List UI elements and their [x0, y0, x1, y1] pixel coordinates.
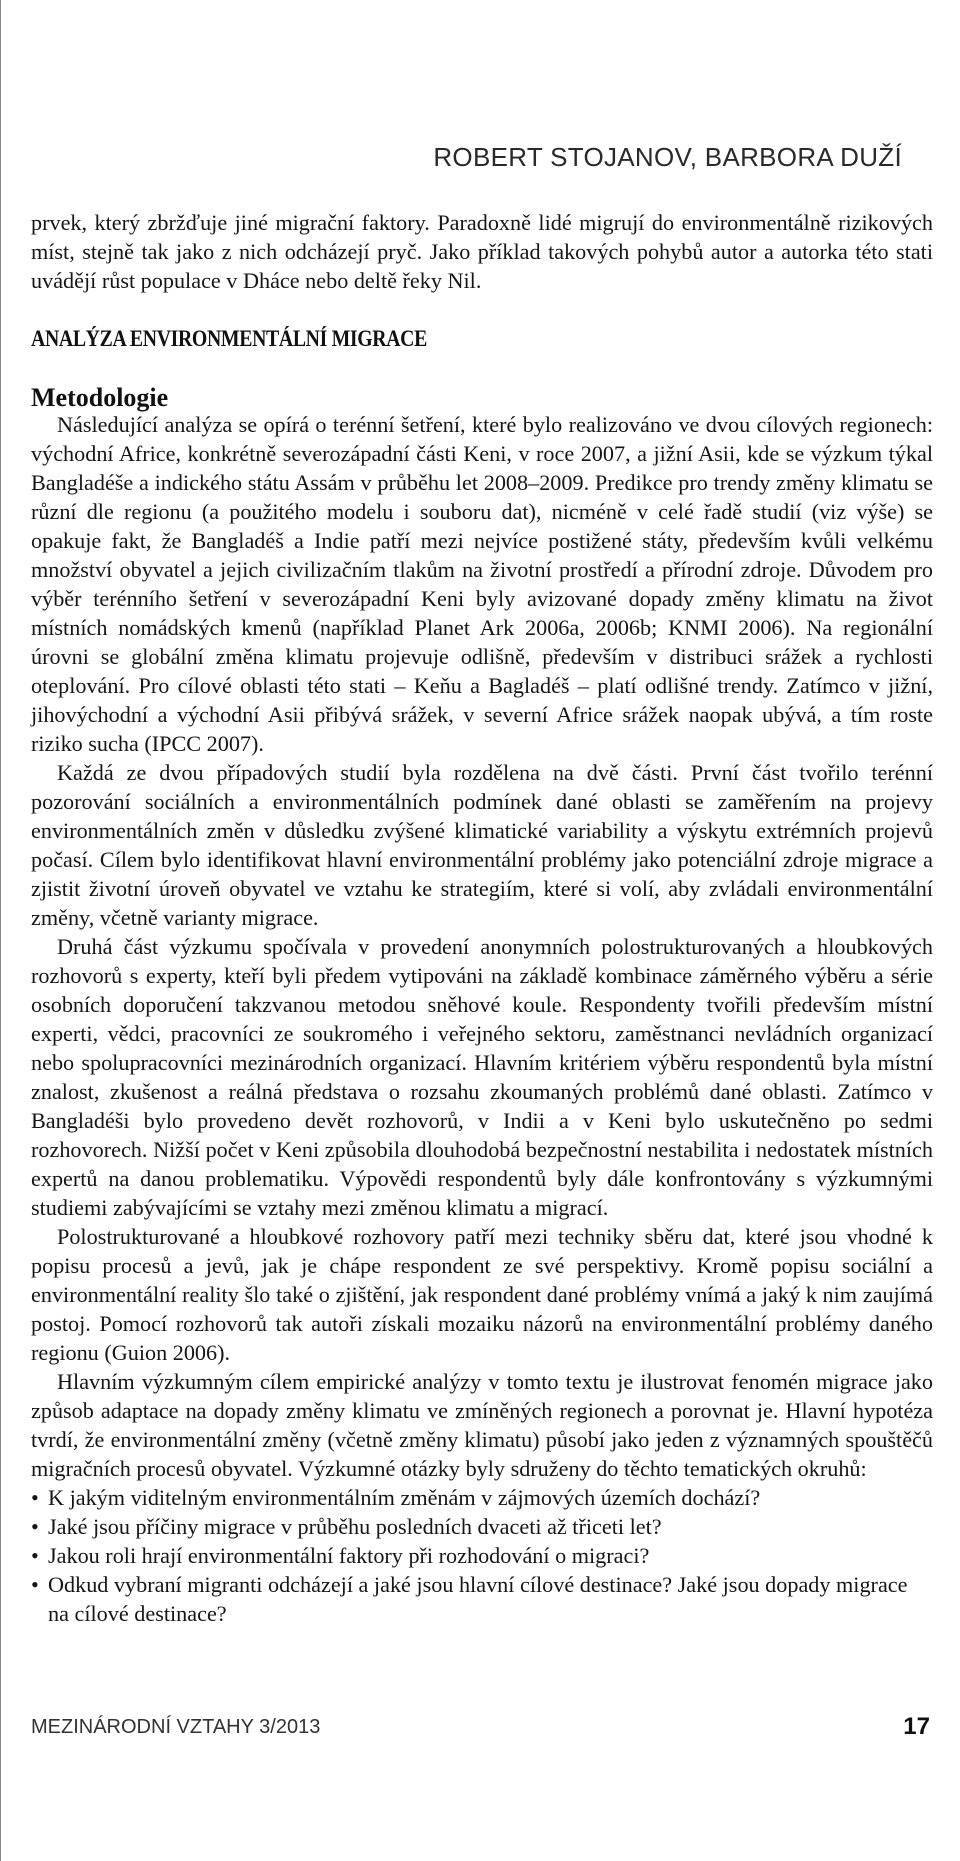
section-heading: ANALÝZA ENVIRONMENTÁLNÍ MIGRACE: [31, 326, 427, 351]
list-item: • K jakým viditelným environmentálním změnám v zájmových územích dochází?: [31, 1483, 933, 1512]
main-text-block: [31, 410, 933, 1628]
list-item: • Jaké jsou příčiny migrace v průběhu posledních dvaceti až třiceti let?: [31, 1512, 933, 1541]
subsection-heading: Metodologie: [31, 383, 169, 412]
paragraph-research-goal: Hlavním výzkumným cílem empirické analýzy v tomto textu je ilustrovat fenomén migrace jako způsob adaptace na dopady změny klimatu ve zmíněných regionech a porovnat je. Hlavní hypotéza tvrdí, že environmentální změny (včetně změny klimatu) působí jako jeden z významných spouštěčů migračních procesů obyvatel. Výzkumné otázky byly sdruženy do těchto tematických okruhů:: [31, 1369, 933, 1481]
footer-journal: MEZINÁRODNÍ VZTAHY 3/2013: [31, 1716, 321, 1738]
running-head-authors: ROBERT STOJANOV, BARBORA DUŽÍ: [433, 142, 902, 172]
intro-paragraph: prvek, který zbržďuje jiné migrační faktory. Paradoxně lidé migrují do environmentálně rizikových míst, stejně tak jako z nich odcházejí pryč. Jako příklad takových pohybů autor a autorka této stati uvádějí růst populace v Dháce nebo deltě řeky Nil.: [31, 210, 933, 293]
paragraph-case-studies: Každá ze dvou případových studií byla rozdělena na dvě části. První část tvořilo terénní pozorování sociálních a environmentálních podmínek dané oblasti se zaměřením na projevy environmentálních změn v důsledku zvýšené klimatické variability a výskytu extrémních projevů počasí. Cílem bylo identifikovat hlavní environmentální problémy jako potenciální zdroje migrace a zjistit životní úroveň obyvatel ve vztahu ke strategiím, které si volí, aby zvládali environmentální změny, včetně varianty migrace.: [31, 760, 933, 930]
list-item: • Jakou roli hrají environmentální faktory při rozhodování o migraci?: [31, 1541, 933, 1570]
paragraph-interview-techniques: Polostrukturované a hloubkové rozhovory patří mezi techniky sběru dat, které jsou vhodné k popisu procesů a jevů, jak je chápe respondent ze své perspektivy. Kromě popisu sociální a environmentální reality šlo také o zjištění, jak respondent dané problémy vnímá a jaký k nim zaujímá postoj. Pomocí rozhovorů tak autoři získali mozaiku názorů na environmentální problémy daného regionu (Guion 2006).: [31, 1224, 933, 1365]
paragraph-interviews: Druhá část výzkumu spočívala v provedení anonymních polostrukturovaných a hloubkových rozhovorů s experty, kteří byli předem vytipováni na základě kombinace záměrného výběru a série osobních doporučení takzvanou metodou sněhové koule. Respondenty tvořili především místní experti, vědci, pracovníci ze soukromého i veřejného sektoru, zaměstnanci nevládních organizací nebo spolupracovníci mezinárodních organizací. Hlavním kritériem výběru respondentů byla místní znalost, zkušenost a reálná představa o rozsahu zkoumaných problémů dané oblasti. Zatímco v Bangladéši bylo provedeno devět rozhovorů, v Indii a v Keni bylo uskutečněno po sedmi rozhovorech. Nižší počet v Keni způsobila dlouhodobá bezpečnostní nestabilita i nedostatek místních expertů na danou problematiku. Výpovědi respondentů byly dále konfrontovány s výzkumnými studiemi zabývajícími se vztahy mezi změnou klimatu a migrací.: [31, 934, 933, 1220]
paragraph-methodology: Následující analýza se opírá o terénní šetření, které bylo realizováno ve dvou cílových regionech: východní Africe, konkrétně severozápadní části Keni, v roce 2007, a jižní Asii, kde se výzkum týkal Bangladéše a indického státu Assám v průběhu let 2008–2009. Predikce pro trendy změny klimatu se různí dle regionu (a použitého modelu i souboru dat), nicméně v celé řadě studií (viz výše) se opakuje fakt, že Bangladéš a Indie patří mezi nejvíce postižené státy, především kvůli velkému množství obyvatel a jejich civilizačním tlakům na životní prostředí a přírodní zdroje. Důvodem pro výběr terénního šetření v severozápadní Keni byly avizované dopady změny klimatu na život místních nomádských kmenů (například Planet Ark 2006a, 2006b; KNMI 2006). Na regionální úrovni se globální změna klimatu projevuje odlišně, především v distribuci srážek a rychlosti oteplování. Pro cílové oblasti této stati – Keňu a Bagladéš – platí odlišné trendy. Zatímco v jižní, jihovýchodní a východní Asii přibývá srážek, v severní Africe srážek naopak ubývá, a tím roste riziko sucha (IPCC 2007).: [31, 412, 933, 756]
research-questions-list: [31, 1483, 933, 1628]
intro-text-block: [31, 208, 933, 295]
list-item: • Odkud vybraní migranti odcházejí a jaké jsou hlavní cílové destinace? Jaké jsou dopady migrace na cílové destinace?: [31, 1570, 933, 1628]
page-number: 17: [903, 1713, 930, 1740]
